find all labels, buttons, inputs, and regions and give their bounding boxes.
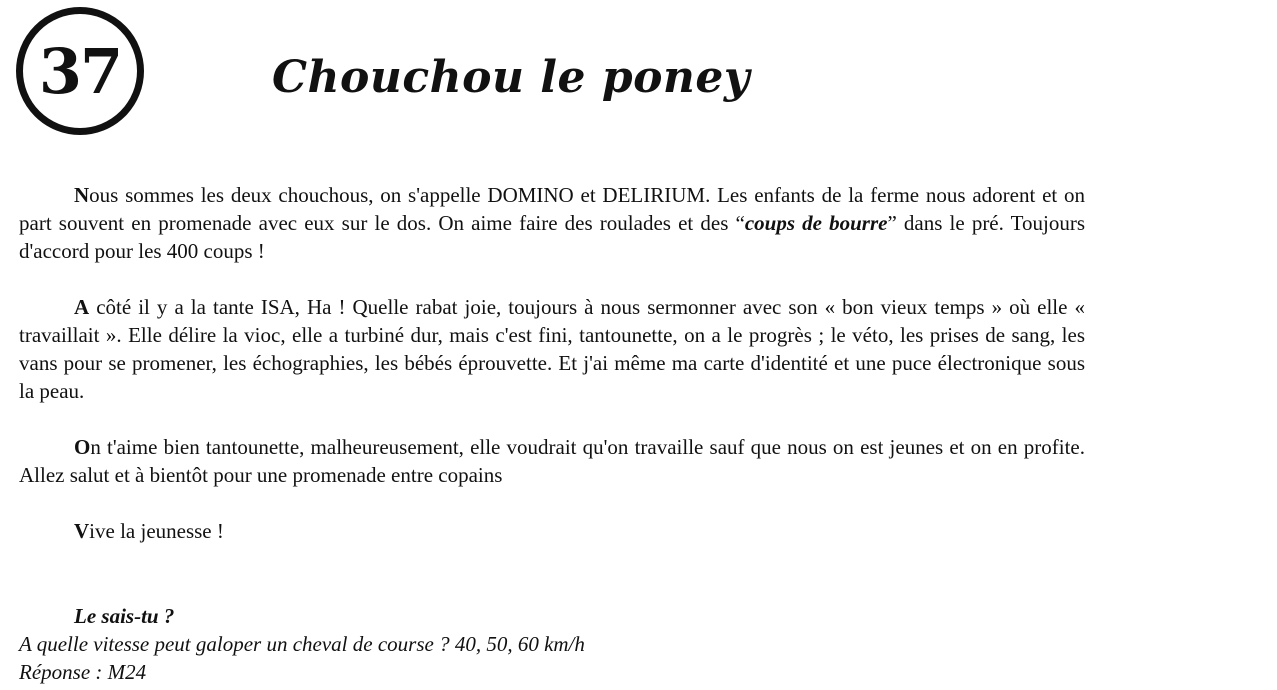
paragraph-4-text: ive la jeunesse ! bbox=[89, 519, 224, 543]
paragraph-3-text: n t'aime bien tantounette, malheureusement, elle voudrait qu'on travaille sauf que nous on est jeunes et on en profite. Allez salut et à bientôt pour une promenade entre copains bbox=[19, 435, 1085, 487]
did-you-know-question: A quelle vitesse peut galoper un cheval de course ? 40, 50, 60 km/h bbox=[19, 632, 585, 656]
paragraph-4 bbox=[19, 517, 1085, 545]
paragraph-1-initial: N bbox=[74, 183, 90, 207]
did-you-know-answer: Réponse : M24 bbox=[19, 660, 147, 684]
story-body bbox=[19, 181, 1085, 545]
paragraph-2-initial: A bbox=[74, 295, 90, 319]
did-you-know-box bbox=[19, 602, 1085, 686]
paragraph-1-text-end: ” dans le pré. Toujours d'accord pour les 400 coups ! bbox=[19, 211, 1085, 263]
page-title: Chouchou le poney bbox=[272, 52, 750, 103]
paragraph-1-text-start: ous sommes les deux chouchous, on s'appelle DOMINO et DELIRIUM. Les enfants de la ferme nous adorent et on part souvent en promenade avec eux sur le dos. On aime faire des roulades et des “ bbox=[19, 183, 1085, 235]
paragraph-2-text: côté il y a la tante ISA, Ha ! Quelle rabat joie, toujours à nous sermonner avec son « bon vieux temps » où elle « travaillait ». Elle délire la vioc, elle a turbiné dur, mais c'est fini, tantounette, on a le progrès ; le véto, les prises de sang, les vans pour se promener, les échographies, les bébés éprouvette. Et j'ai même ma carte d'identité et une puce électronique sous la peau. bbox=[19, 295, 1085, 403]
paragraph-4-initial: V bbox=[74, 519, 90, 543]
did-you-know-title: Le sais-tu ? bbox=[74, 604, 175, 628]
paragraph-3 bbox=[19, 433, 1085, 489]
paragraph-3-initial: O bbox=[74, 435, 91, 459]
paragraph-2 bbox=[19, 293, 1085, 405]
paragraph-1-emphasis: coups de bourre bbox=[744, 211, 888, 235]
chapter-number-badge bbox=[16, 7, 144, 135]
paragraph-1 bbox=[19, 181, 1085, 265]
chapter-number: 37 bbox=[38, 35, 122, 108]
